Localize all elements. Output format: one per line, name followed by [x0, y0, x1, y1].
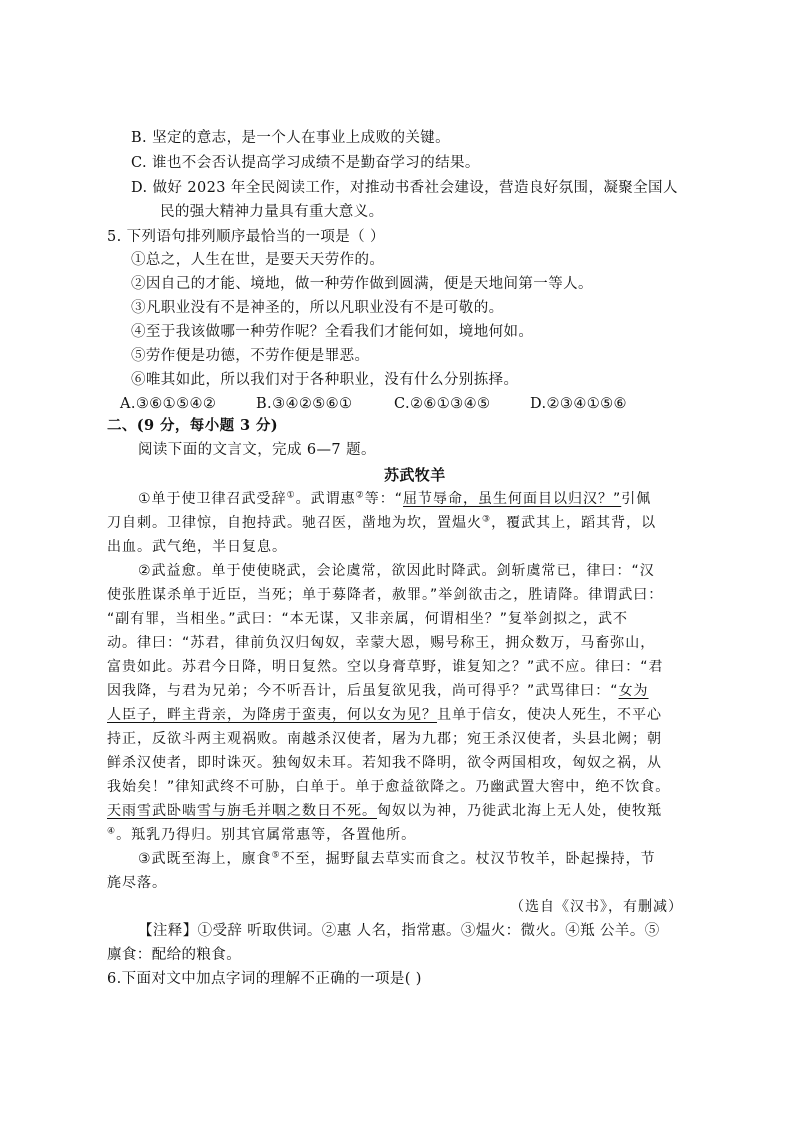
q5-option-c: C.②⑥①③④⑤	[394, 396, 491, 412]
q5-item: ④至于我该做哪一种劳作呢？全看我们才能何如，境地何如。	[131, 324, 534, 340]
passage-line: “副有罪，当相坐。”武曰：“本无谋，又非亲属，何谓相坐？”复举剑拟之，武不	[107, 611, 629, 627]
section-instruction: 阅读下面的文言文，完成 6—7 题。	[138, 442, 376, 458]
passage-line: ②武益愈。单于使使晓武，会论虞常，欲因此时降武。剑斩虞常已，律曰：“汉	[138, 563, 655, 579]
passage-line: 人臣子，畔主背亲，为降虏于蛮夷，何以女为见？且单于信女，使决人死生，不平心	[107, 707, 662, 723]
passage-line: 我始矣！”律知武终不可胁，白单于。单于愈益欲降之。乃幽武置大窖中，绝不饮食。	[107, 779, 671, 795]
q5-item: ⑤劳作便是功德，不劳作便是罪恶。	[131, 348, 370, 364]
passage-line: 持正，反欲斗两主观祸败。南越杀汉使者，屠为九郡；宛王杀汉使者，头县北阙；朝	[107, 731, 662, 747]
passage-line: 旄尽落。	[107, 875, 167, 891]
q5-option-d: D.②③④①⑤⑥	[530, 396, 627, 412]
underlined-sentence: 人臣子，畔主背亲，为降虏于蛮夷，何以女为见？	[107, 707, 437, 723]
passage-source: （选自《汉书》，有删减）	[510, 899, 683, 915]
q5-option-b: B.③④②⑤⑥①	[256, 396, 353, 412]
passage-line: 因我降，与君为兄弟；今不听吾计，后虽复欲见我，尚可得乎？”武骂律曰：“女为	[107, 683, 649, 699]
q6-stem: 6.下面对文中加点字词的理解不正确的一项是( )	[107, 971, 422, 987]
notes-cont: 廪食：配给的粮食。	[107, 947, 242, 963]
q5-item: ③凡职业没有不是神圣的，所以凡职业没有不是可敬的。	[131, 300, 504, 316]
notes: 【注释】①受辞 听取供词。②惠 人名，指常惠。③煴火：微火。④羝 公羊。⑤	[138, 923, 660, 939]
passage-line: 动。律曰：“苏君，律前负汉归匈奴，幸蒙大恩，赐号称王，拥众数万，马畜弥山，	[107, 635, 656, 651]
q4-option-c: C. 谁也不会否认提高学习成绩不是勤奋学习的结果。	[131, 155, 480, 171]
section-heading: 二、(9 分，每小题 3 分)	[107, 417, 279, 434]
passage-line: ①单于使卫律召武受辞①。武谓惠②等：“屈节辱命，虽生何面目以归汉？”引佩	[138, 490, 652, 507]
passage-line: 天雨雪武卧啮雪与旃毛并咽之数日不死。匈奴以为神，乃徙武北海上无人处，使牧羝	[107, 803, 662, 819]
underlined-sentence: 屈节辱命，虽生何面目以归汉？”	[402, 491, 622, 507]
q5-stem: 5. 下列语句排列顺序最恰当的一项是（ ）	[107, 229, 385, 245]
q4-option-b: B. 坚定的意志，是一个人在事业上成败的关键。	[131, 130, 451, 146]
passage-title: 苏武牧羊	[384, 466, 446, 484]
q5-item: ①总之，人生在世，是要天天劳作的。	[131, 252, 385, 268]
q5-item: ②因自己的才能、境地，做一种劳作做到圆满，便是天地间第一等人。	[131, 276, 593, 292]
q4-option-d: D. 做好 2023 年全民阅读工作，对推动书香社会建设，营造良好氛围，凝聚全国人	[131, 180, 678, 196]
underlined-sentence: 女为	[618, 683, 649, 699]
passage-line: 出血。武气绝，半日复息。	[107, 539, 287, 555]
q5-item: ⑥唯其如此，所以我们对于各种职业，没有什么分别拣择。	[131, 372, 519, 388]
passage-line: 使张胜谋杀单于近臣，当死；单于募降者，赦罪。”举剑欲击之，胜请降。律谓武曰：	[107, 587, 664, 603]
passage-line: ④。羝乳乃得归。别其官属常惠等，各置他所。	[107, 826, 417, 843]
passage-line: 富贵如此。苏君今日降，明日复然。空以身膏草野，谁复知之？”武不应。律曰：“君	[107, 659, 664, 675]
underlined-sentence: 天雨雪武卧啮雪与旃毛并咽之数日不死。	[107, 803, 377, 819]
q5-option-a: A.③⑥①⑤④②	[120, 396, 217, 412]
passage-line: 刀自刺。卫律惊，自抱持武。驰召医，凿地为坎，置煴火③，覆武其上，蹈其背，以	[107, 514, 657, 531]
passage-line: 鲜杀汉使者，即时诛灭。独匈奴未耳。若知我不降明，欲令两国相攻，匈奴之祸，从	[107, 755, 662, 771]
q4-option-d-cont: 民的强大精神力量具有重大意义。	[160, 204, 384, 220]
passage-line: ③武既至海上，廪食⑤不至，掘野鼠去草实而食之。杖汉节牧羊，卧起操持，节	[138, 850, 656, 867]
